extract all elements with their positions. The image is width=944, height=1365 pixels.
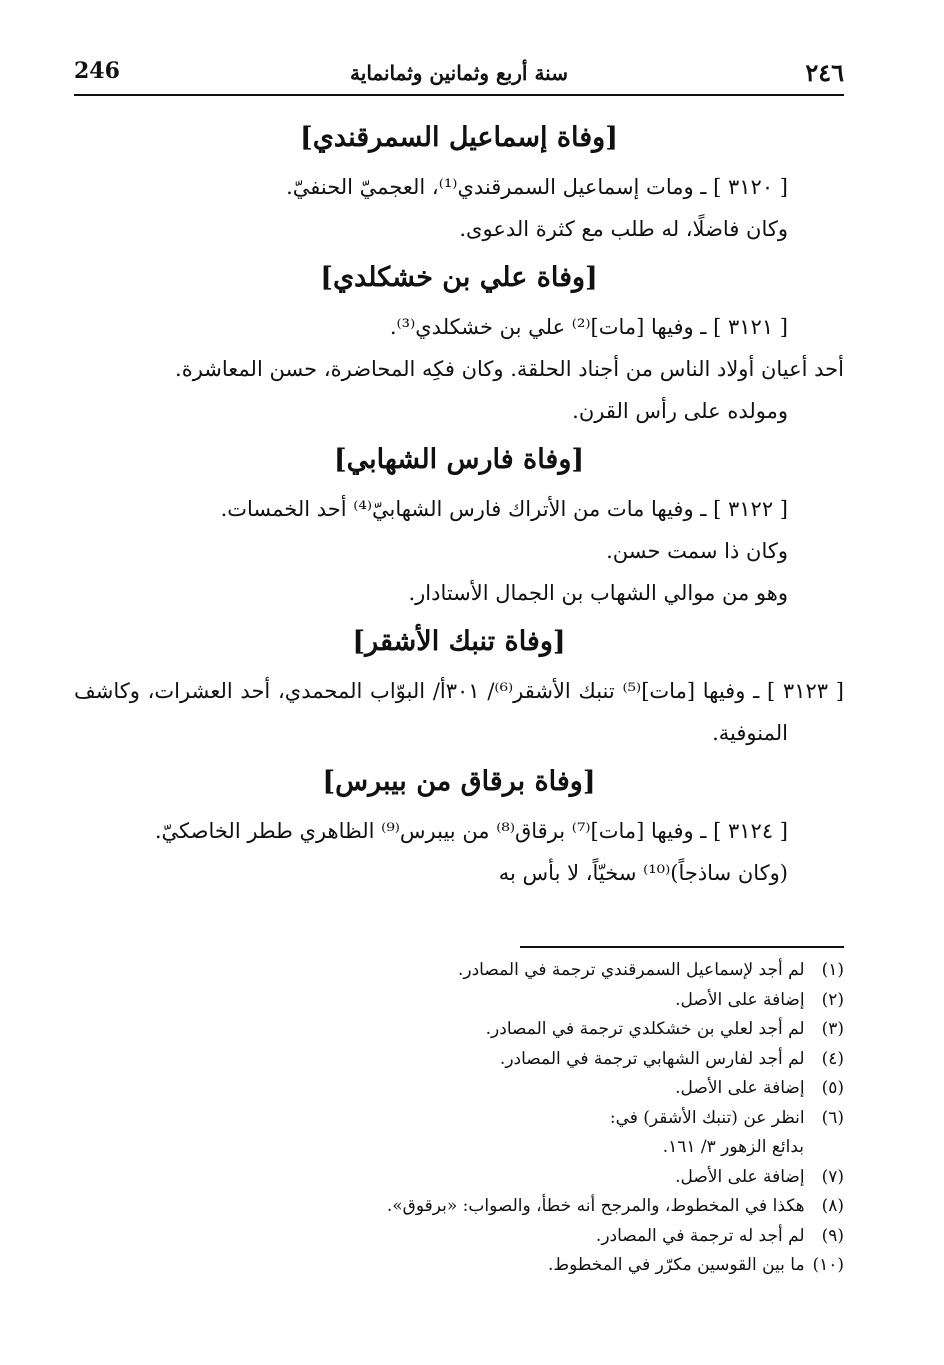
section-heading: [وفاة علي بن خشكلدي] (320, 262, 598, 293)
entry-paragraph: [ ٣١٢٤ ] ـ وفيها [مات]⁽⁷⁾ برقاق⁽⁸⁾ من بيبرس⁽⁹⁾ الظاهري ططر الخاصكيّ. (154, 819, 788, 843)
footnote-text: إضافة على الأصل. (675, 1166, 805, 1187)
footnote-item (300, 1074, 844, 1104)
footnote-item (300, 986, 844, 1016)
section-heading: [وفاة تنبك الأشقر] (352, 626, 566, 657)
entry-3120 (74, 110, 844, 250)
footnote-number: (٥) (821, 1078, 844, 1098)
footnote-number: (٩) (821, 1225, 844, 1246)
section-heading: [وفاة إسماعيل السمرقندي] (299, 122, 618, 153)
footnote-number: (٦) (821, 1107, 844, 1128)
entry-paragraph: [ ٣١٢٢ ] ـ وفيها مات من الأتراك فارس الشهابيّ⁽⁴⁾ أحد الخمسات. (220, 497, 788, 521)
footnote-item (300, 1251, 844, 1281)
entry-paragraph: وكان فاضلًا، له طلب مع كثرة الدعوى. (459, 217, 788, 241)
footnote-item (300, 1163, 844, 1193)
footnote-item (300, 1045, 844, 1075)
footnote-item (300, 1104, 844, 1134)
section-heading: [وفاة فارس الشهابي] (333, 444, 585, 475)
entry-paragraph: [ ٣١٢٣ ] ـ وفيها [مات]⁽⁵⁾ تنبك الأشقر⁽⁶⁾/ ٣٠١أ/ البوّاب المحمدي، أحد العشرات، وكاشف المنوفية. (74, 679, 844, 745)
entry-paragraph: [ ٣١٢١ ] ـ وفيها [مات]⁽²⁾ علي بن خشكلدي⁽³⁾. (389, 315, 788, 339)
footnote-text: لم أجد له ترجمة في المصادر. (595, 1225, 805, 1246)
entry-3122 (74, 432, 844, 614)
entry-3121 (74, 250, 844, 432)
entry-paragraph: أحد أعيان أولاد الناس من أجناد الحلقة. وكان فكِه المحاضرة، حسن المعاشرة. (175, 357, 844, 381)
footnote-number: (١) (821, 960, 844, 980)
footnote-number: (٢) (821, 989, 844, 1010)
header-rule (74, 94, 844, 96)
section-heading: [وفاة برقاق من بيبرس] (322, 766, 596, 797)
footnote-item (300, 1015, 844, 1045)
running-title: سنة أربع وثمانين وثمانماية (350, 61, 568, 85)
entry-3123 (74, 614, 844, 754)
footnote-item (300, 1192, 844, 1222)
entry-paragraph: (وكان ساذجاً)⁽¹⁰⁾ سخيّاً، لا بأس به (498, 861, 788, 885)
footnote-text: إضافة على الأصل. (675, 989, 805, 1010)
entry-paragraph: [ ٣١٢٠ ] ـ ومات إسماعيل السمرقندي⁽¹⁾، العجميّ الحنفيّ. (286, 175, 788, 199)
footnote-rule (520, 946, 844, 948)
footnote-number: (٤) (821, 1048, 844, 1069)
footnote-item (300, 956, 844, 986)
page-header (74, 58, 844, 96)
entry-paragraph: ومولده على رأس القرن. (572, 399, 788, 423)
footnote-text: لم أجد لعلي بن خشكلدي ترجمة في المصادر. (485, 1019, 805, 1039)
entry-3124 (74, 754, 844, 894)
footnote-text: ما بين القوسين مكرّر في المخطوط. (547, 1255, 805, 1275)
footnote-text: انظر عن (تنبك الأشقر) في: (609, 1107, 805, 1128)
entry-paragraph: وكان ذا سمت حسن. (606, 539, 788, 563)
footnote-continuation: بدائع الزهور ٣/ ١٦١. (662, 1137, 804, 1157)
main-text (74, 110, 844, 894)
footnote-text: هكذا في المخطوط، والمرجح أنه خطأ، والصواب: «برقوق». (386, 1196, 805, 1216)
footnote-item (300, 1222, 844, 1252)
footnotes (300, 956, 844, 1281)
footnote-text: لم أجد لإسماعيل السمرقندي ترجمة في المصادر. (457, 960, 805, 980)
footnote-text: لم أجد لفارس الشهابي ترجمة في المصادر. (499, 1048, 805, 1069)
footnote-number: (١٠) (812, 1255, 844, 1275)
footnote-number: (٣) (821, 1019, 844, 1039)
footnote-number: (٨) (821, 1196, 844, 1216)
page-number-latin: 246 (74, 58, 120, 84)
footnote-number: (٧) (821, 1166, 844, 1187)
page-number-arabic: ٢٤٦ (805, 58, 844, 87)
footnote-text: إضافة على الأصل. (675, 1078, 805, 1098)
entry-paragraph: وهو من موالي الشهاب بن الجمال الأستادار. (408, 581, 788, 605)
